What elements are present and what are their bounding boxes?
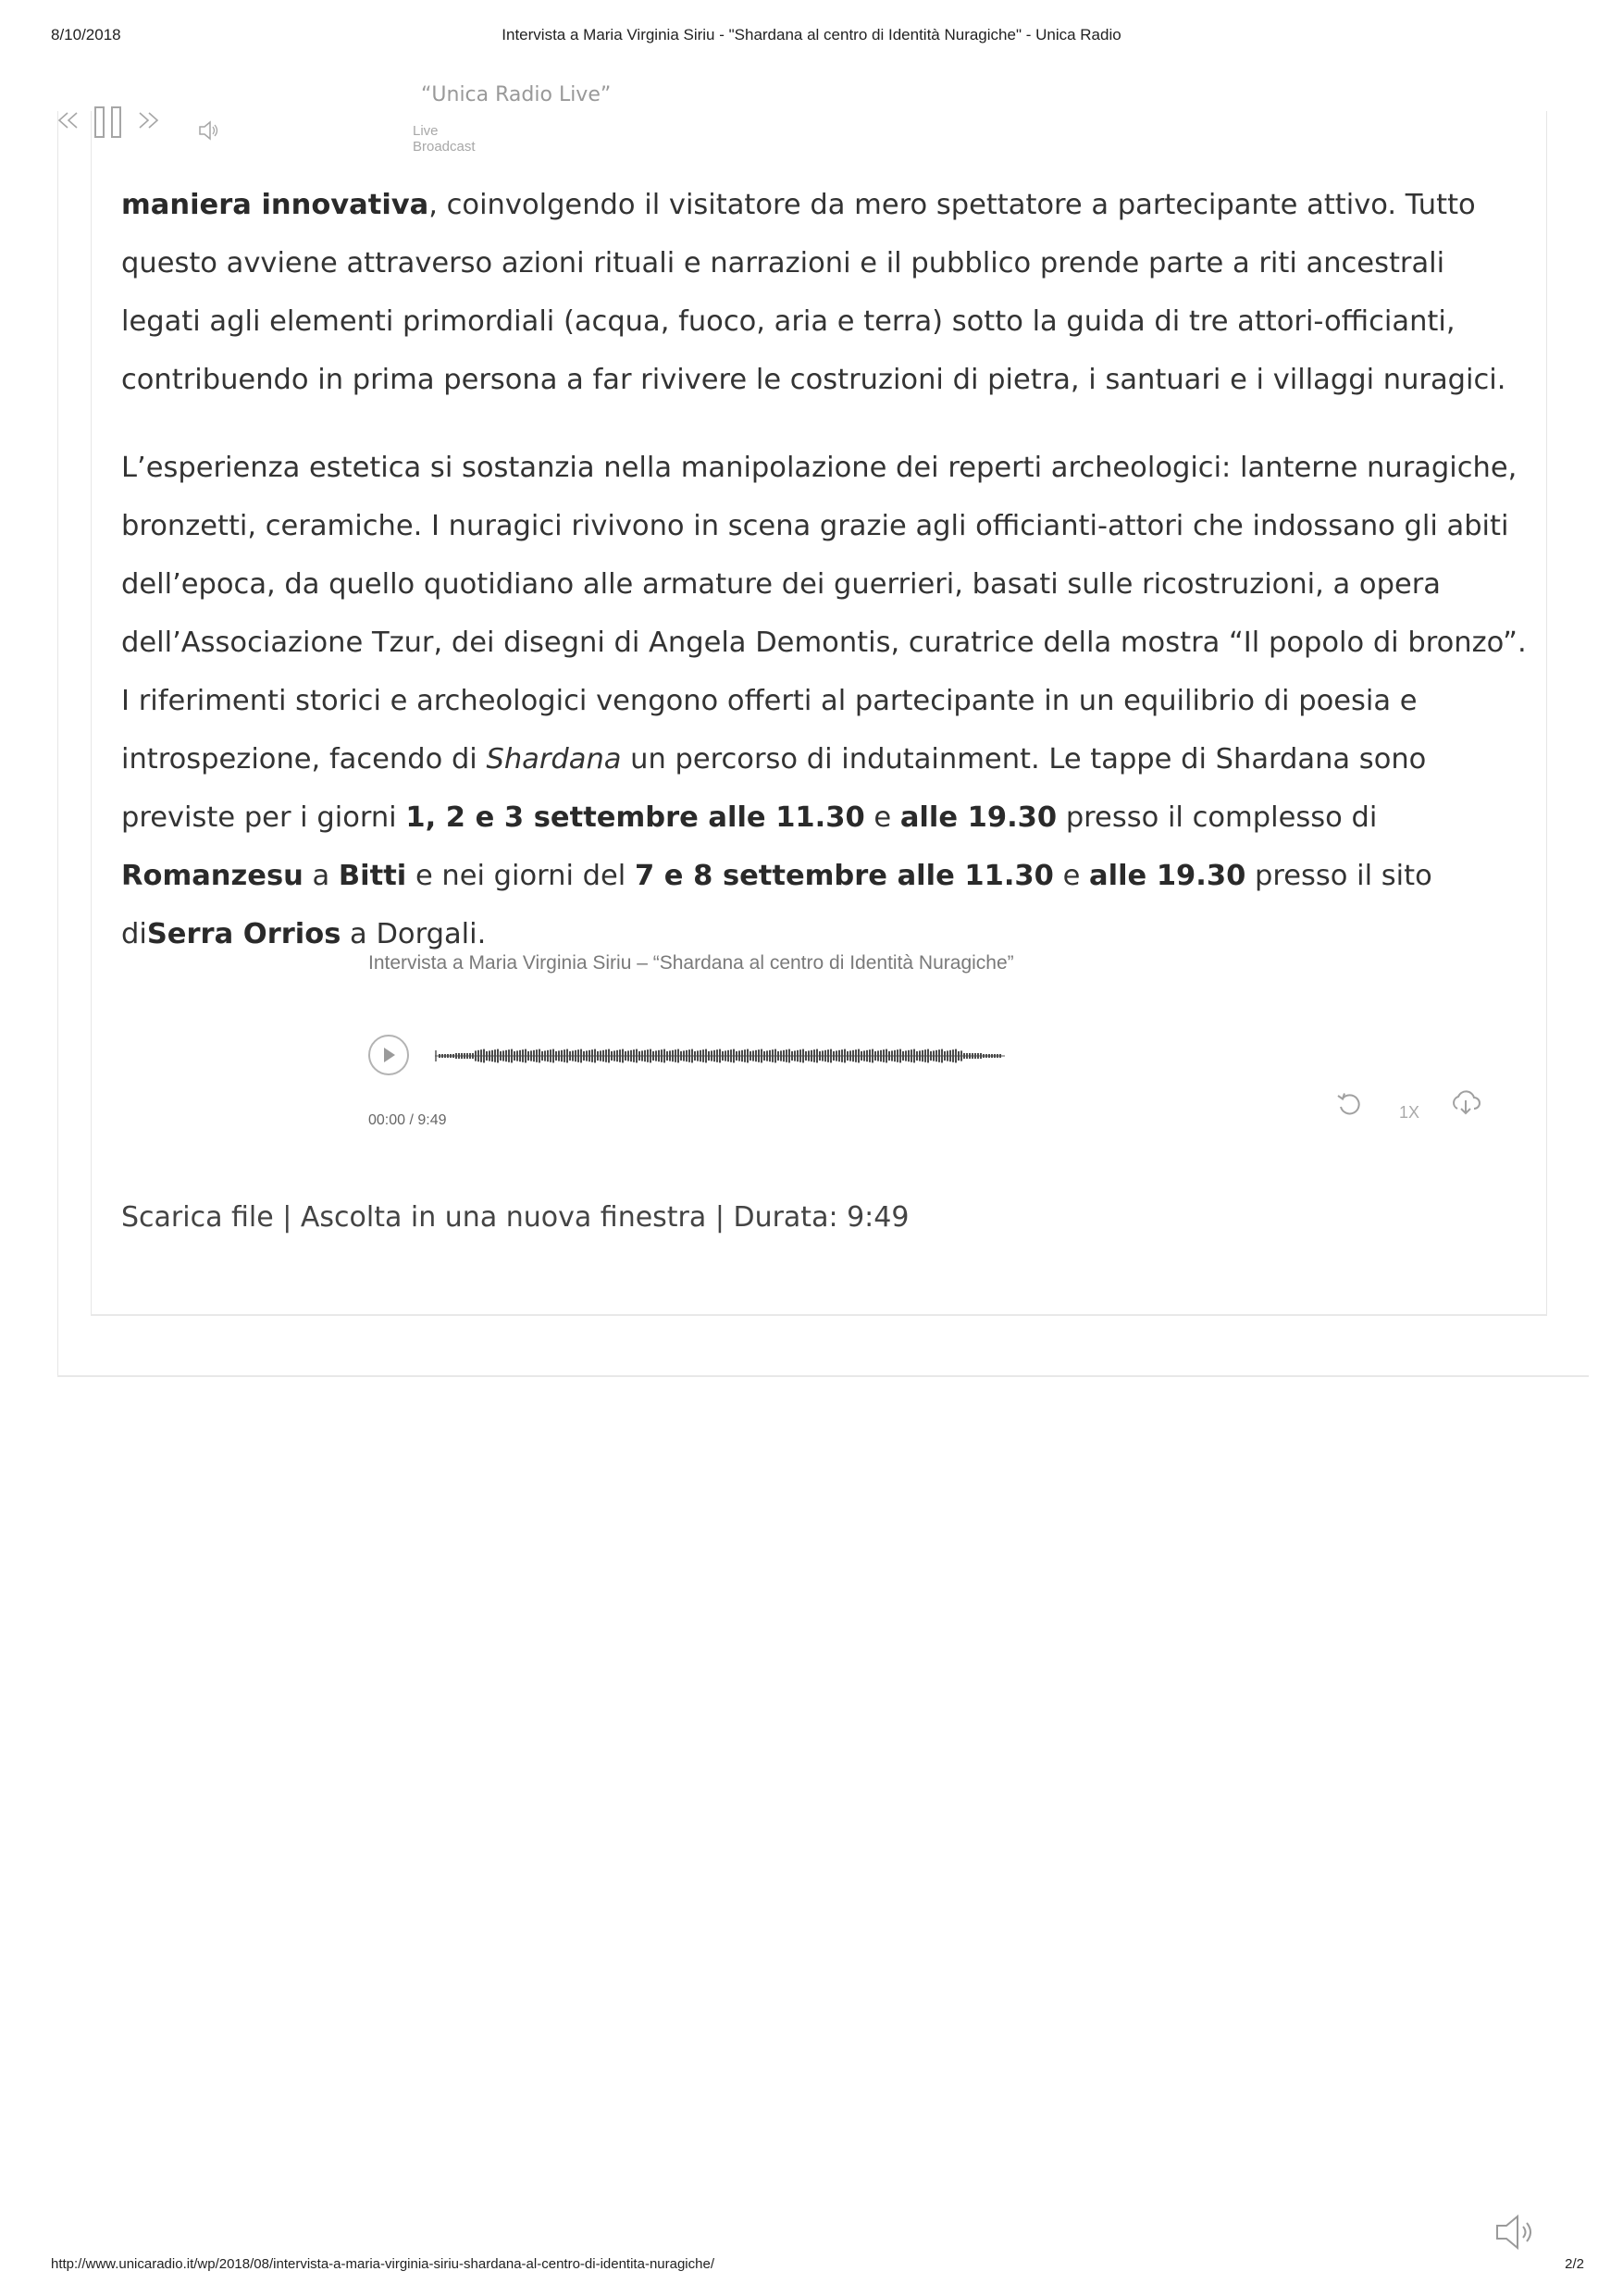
print-page-title: Intervista a Maria Virginia Siriu - "Shardana al centro di Identità Nuragiche" - Unica Radio xyxy=(502,26,1121,43)
waveform-bar xyxy=(475,1050,477,1061)
waveform-bar xyxy=(799,1049,801,1062)
waveform-bar xyxy=(755,1050,757,1061)
waveform-bar xyxy=(872,1049,873,1063)
waveform-bar xyxy=(761,1049,762,1063)
waveform-bar xyxy=(652,1051,654,1061)
waveform-bar xyxy=(677,1049,679,1063)
waveform-bar xyxy=(455,1053,457,1059)
waveform-bar xyxy=(636,1049,638,1063)
waveform-bar xyxy=(852,1050,854,1061)
waveform-bar xyxy=(922,1050,923,1061)
waveform-bar xyxy=(783,1050,785,1061)
play-button[interactable] xyxy=(368,1035,409,1075)
waveform-bar xyxy=(591,1049,593,1062)
waveform-bar xyxy=(461,1053,463,1059)
rewind-icon[interactable] xyxy=(56,111,81,134)
waveform-bar xyxy=(994,1054,996,1058)
waveform-bar xyxy=(774,1049,776,1063)
waveform-bar xyxy=(597,1051,599,1061)
waveform-bar xyxy=(938,1049,940,1062)
waveform-bar xyxy=(669,1050,671,1061)
waveform-bar xyxy=(564,1049,565,1062)
waveform-bar xyxy=(877,1050,879,1061)
waveform-bar xyxy=(769,1050,771,1061)
paragraph-text: , coinvolgendo il visitatore da mero spettatore a partecipante attivo. Tutto questo avviene attraverso azioni rituali e narrazioni e il pubblico prende parte a riti ancestrali legati agli elementi primordiali (acqua, fuoco, aria e terra) sotto la guida di tre attori-officianti, contribuendo in prima persona a far rivivere le costruzioni di pietra, i santuari e i villaggi nuragici. xyxy=(121,189,1506,396)
waveform-bar xyxy=(883,1049,885,1062)
waveform-bar xyxy=(600,1050,601,1061)
waveform-bar xyxy=(550,1049,551,1062)
waveform-bar xyxy=(680,1051,682,1061)
waveform-bar xyxy=(447,1054,449,1058)
waveform-bar xyxy=(722,1051,724,1061)
waveform-bar xyxy=(694,1051,696,1061)
waveform-bar xyxy=(838,1050,840,1061)
waveform-bar xyxy=(683,1050,685,1061)
waveform-bar xyxy=(802,1049,804,1063)
waveform-bar xyxy=(505,1050,507,1061)
waveform-bar xyxy=(530,1050,532,1061)
waveform-bar xyxy=(797,1050,799,1061)
waveform-bar xyxy=(494,1049,496,1062)
waveform-bar xyxy=(974,1053,976,1059)
broadcast-label: Broadcast xyxy=(413,139,476,155)
waveform-bar xyxy=(566,1049,568,1063)
podcast-links xyxy=(121,1201,909,1234)
waveform-bar xyxy=(533,1050,535,1061)
waveform-bar xyxy=(980,1053,982,1059)
waveform-bar xyxy=(536,1049,538,1062)
waveform-bar xyxy=(594,1049,596,1063)
waveform-bar xyxy=(733,1049,735,1063)
bold-text: Serra Orrios xyxy=(146,918,341,950)
bold-text: 1, 2 e 3 settembre alle 11.30 xyxy=(405,801,865,834)
waveform-bar xyxy=(960,1050,962,1061)
waveform-bar xyxy=(869,1049,871,1062)
paragraph xyxy=(121,176,1528,409)
waveform-bar xyxy=(663,1049,665,1063)
waveform-bar xyxy=(555,1051,557,1061)
waveform-bar xyxy=(780,1050,782,1061)
waveform-bar xyxy=(658,1050,660,1061)
download-cloud-icon[interactable] xyxy=(1449,1088,1482,1118)
waveform-bar xyxy=(719,1049,721,1063)
waveform-bar xyxy=(991,1054,993,1058)
waveform-bar xyxy=(439,1054,440,1058)
paragraph-text: e xyxy=(1053,860,1090,892)
waveform-bar xyxy=(805,1051,807,1061)
playback-time: 00:00 / 9:49 xyxy=(368,1112,447,1128)
waveform-bar xyxy=(627,1050,629,1061)
waveform-bar xyxy=(672,1050,674,1061)
waveform-bar xyxy=(955,1049,957,1063)
waveform-bar xyxy=(725,1050,726,1061)
audio-waveform[interactable] xyxy=(435,1042,1005,1070)
waveform-bar xyxy=(552,1049,554,1063)
waveform-bar xyxy=(489,1050,490,1061)
waveform-bar xyxy=(988,1054,990,1058)
waveform-bar xyxy=(569,1051,571,1061)
waveform-bar xyxy=(514,1051,515,1061)
waveform-bar xyxy=(888,1051,890,1061)
download-file-link[interactable]: Scarica file xyxy=(121,1201,274,1234)
waveform-bar xyxy=(700,1050,701,1061)
waveform-bar xyxy=(777,1051,779,1061)
waveform-bar xyxy=(822,1050,824,1061)
waveform-bar xyxy=(466,1053,468,1059)
waveform-bar xyxy=(844,1049,846,1063)
waveform-bar xyxy=(716,1049,718,1062)
waveform-bar xyxy=(444,1054,446,1058)
waveform-bar xyxy=(813,1049,815,1062)
waveform-bar xyxy=(758,1049,760,1062)
waveform-bar xyxy=(902,1051,904,1061)
waveform-bar xyxy=(819,1051,821,1061)
waveform-bar xyxy=(983,1054,985,1058)
waveform-bar xyxy=(527,1051,529,1061)
waveform-bar xyxy=(572,1050,574,1061)
waveform-bar xyxy=(613,1050,615,1061)
waveform-bar xyxy=(808,1050,810,1061)
waveform-bar xyxy=(916,1051,918,1061)
waveform-bar xyxy=(972,1053,973,1059)
waveform-bar xyxy=(908,1050,910,1061)
paragraph-text: un percorso di indutainment. Le tappe di Shardana sono previste per i giorni xyxy=(121,743,1427,834)
waveform-bar xyxy=(766,1050,768,1061)
waveform-bar xyxy=(588,1050,590,1061)
waveform-bar xyxy=(899,1049,901,1063)
waveform-bar xyxy=(500,1051,502,1061)
print-url: http://www.unicaradio.it/wp/2018/08/intervista-a-maria-virginia-siriu-shardana-al-centro-di-identita-nuragiche/ xyxy=(51,2256,714,2272)
waveform-bar xyxy=(905,1050,907,1061)
paragraph-text: a xyxy=(303,860,339,892)
waveform-bar xyxy=(519,1050,521,1061)
waveform-bar xyxy=(849,1050,851,1061)
waveform-bar xyxy=(874,1051,876,1061)
playback-speed[interactable]: 1X xyxy=(1399,1103,1420,1122)
waveform-bar xyxy=(952,1049,954,1062)
waveform-bar xyxy=(486,1051,488,1061)
waveform-bar xyxy=(880,1050,882,1061)
waveform-bar xyxy=(772,1049,774,1062)
waveform-bar xyxy=(622,1049,624,1063)
waveform-bar xyxy=(750,1051,751,1061)
play-icon xyxy=(381,1046,398,1064)
paragraph-text: L’esperienza estetica si sostanzia nella manipolazione dei reperti archeologici: lanterne nuragiche, bronzetti, ceramiche. I nuragici rivivono in scena grazie agli officianti-attori che indossano gli abiti dell’epoca, da quello quotidiano alle armature dei guerrieri, basati sulle ricostruzioni, a opera dell’Associazione Tzur, dei disegni di Angela Demontis, curatrice della mostra “Il popolo di bronzo”. I riferimenti storici e archeologici vengono offerti al partecipante in un equilibrio di poesia e introspezione, facendo di xyxy=(121,452,1527,776)
waveform-bar xyxy=(541,1051,543,1061)
waveform-bar xyxy=(641,1050,643,1061)
waveform-bar xyxy=(686,1050,688,1061)
waveform-bar xyxy=(602,1050,604,1061)
waveform-bar xyxy=(744,1049,746,1062)
print-date: 8/10/2018 xyxy=(51,26,121,43)
bold-text: alle 19.30 xyxy=(899,801,1058,834)
waveform-bar xyxy=(969,1053,971,1059)
waveform-bar xyxy=(930,1051,932,1061)
waveform-bar xyxy=(705,1049,707,1063)
waveform-bar xyxy=(811,1050,812,1061)
waveform-bar xyxy=(827,1049,829,1062)
waveform-bar xyxy=(886,1049,887,1063)
bold-text: Romanzesu xyxy=(121,860,304,892)
waveform-bar xyxy=(985,1054,987,1058)
waveform-bar xyxy=(655,1050,657,1061)
waveform-bar xyxy=(650,1049,651,1063)
waveform-bar xyxy=(619,1049,621,1062)
paragraph xyxy=(121,439,1528,963)
waveform-bar xyxy=(752,1050,754,1061)
waveform-bar xyxy=(833,1051,835,1061)
waveform-bar xyxy=(824,1050,826,1061)
waveform-bar xyxy=(702,1049,704,1062)
waveform-bar xyxy=(949,1050,951,1061)
waveform-bar xyxy=(458,1053,460,1059)
waveform-bar xyxy=(935,1050,937,1061)
waveform-bar xyxy=(697,1050,699,1061)
live-label: Live xyxy=(413,123,439,139)
print-page-number: 2/2 xyxy=(1565,2256,1584,2272)
waveform-bar xyxy=(644,1050,646,1061)
waveform-bar xyxy=(441,1054,443,1058)
waveform-bar xyxy=(738,1050,740,1061)
waveform-bar xyxy=(675,1049,676,1062)
live-broadcast-label xyxy=(413,123,524,155)
waveform-bar xyxy=(688,1049,690,1062)
waveform-bar xyxy=(861,1051,862,1061)
waveform-bar xyxy=(966,1053,968,1059)
waveform-bar xyxy=(469,1053,471,1059)
waveform-bar xyxy=(866,1050,868,1061)
pause-icon[interactable] xyxy=(93,105,123,143)
paragraph-text: a Dorgali. xyxy=(341,918,487,950)
waveform-bar xyxy=(977,1053,979,1059)
waveform-bar xyxy=(730,1049,732,1062)
waveform-bar xyxy=(933,1050,935,1061)
waveform-bar xyxy=(577,1049,579,1062)
waveform-bar xyxy=(511,1049,513,1063)
waveform-bar xyxy=(891,1050,893,1061)
waveform-bar xyxy=(508,1049,510,1062)
waveform-bar xyxy=(472,1053,474,1059)
waveform-bar xyxy=(841,1049,843,1062)
waveform-bar xyxy=(575,1050,576,1061)
paragraph-text: presso il sito di xyxy=(121,860,1432,950)
waveform-bar xyxy=(708,1051,710,1061)
waveform-bar xyxy=(727,1050,729,1061)
waveform-bar xyxy=(830,1049,832,1063)
paragraph-text: e xyxy=(864,801,900,834)
waveform-bar xyxy=(999,1054,1001,1058)
waveform-bar xyxy=(483,1049,485,1063)
waveform-bar xyxy=(583,1051,585,1061)
waveform-bar xyxy=(497,1049,499,1063)
waveform-bar xyxy=(666,1051,668,1061)
waveform-bar xyxy=(997,1054,998,1058)
waveform-bar xyxy=(836,1050,837,1061)
waveform-bar xyxy=(539,1049,540,1063)
waveform-bar xyxy=(558,1050,560,1061)
waveform-bar xyxy=(580,1049,582,1063)
waveform-bar xyxy=(586,1050,588,1061)
waveform-bar xyxy=(788,1049,790,1063)
bold-text: Bitti xyxy=(338,860,407,892)
waveform-bar xyxy=(491,1050,493,1061)
waveform-bar xyxy=(661,1049,663,1062)
waveform-bar xyxy=(630,1050,632,1061)
waveform-bar xyxy=(616,1050,618,1061)
live-station-title: “Unica Radio Live” xyxy=(421,83,612,106)
article-body xyxy=(121,176,1528,993)
paragraph-text: e nei giorni del xyxy=(406,860,635,892)
volume-icon[interactable] xyxy=(1493,2210,1540,2254)
waveform-bar xyxy=(477,1050,479,1061)
waveform-bar xyxy=(647,1049,649,1062)
waveform-bar xyxy=(911,1049,912,1062)
replay-icon[interactable] xyxy=(1334,1090,1364,1120)
bold-text: 7 e 8 settembre alle 11.30 xyxy=(634,860,1054,892)
link-separator: | xyxy=(273,1201,301,1234)
waveform-bar xyxy=(855,1049,857,1062)
open-new-window-link[interactable]: Ascolta in una nuova finestra xyxy=(300,1201,707,1234)
waveform-bar xyxy=(452,1054,454,1058)
waveform-bar xyxy=(464,1053,465,1059)
waveform-bar xyxy=(941,1049,943,1063)
waveform-bar xyxy=(894,1050,896,1061)
waveform-bar xyxy=(791,1051,793,1061)
waveform-bar xyxy=(608,1049,610,1063)
link-separator: | xyxy=(706,1201,734,1234)
waveform-bar xyxy=(747,1049,749,1063)
waveform-bar xyxy=(863,1050,865,1061)
waveform-bar xyxy=(450,1054,452,1058)
waveform-bar xyxy=(525,1049,527,1063)
waveform-bar xyxy=(547,1050,549,1061)
waveform-bar xyxy=(713,1050,715,1061)
waveform-bar xyxy=(711,1050,712,1061)
waveform-bar xyxy=(963,1053,965,1059)
waveform-bar xyxy=(913,1049,915,1063)
waveform-bar xyxy=(522,1049,524,1062)
bold-text: maniera innovativa xyxy=(121,189,429,221)
waveform-bar xyxy=(561,1050,563,1061)
waveform-bar xyxy=(736,1051,737,1061)
fast-forward-icon[interactable] xyxy=(136,111,160,134)
waveform-bar xyxy=(944,1051,946,1061)
paragraph-text: presso il complesso di xyxy=(1057,801,1378,834)
waveform-bar xyxy=(947,1050,948,1061)
waveform-bar xyxy=(858,1049,860,1063)
waveform-bar xyxy=(924,1049,926,1062)
waveform-bar xyxy=(897,1049,898,1062)
duration-label: Durata: 9:49 xyxy=(733,1201,910,1234)
waveform-bar xyxy=(786,1049,787,1062)
bold-text: alle 19.30 xyxy=(1089,860,1246,892)
waveform-bar xyxy=(958,1051,960,1061)
waveform-bar xyxy=(611,1051,613,1061)
waveform-bar xyxy=(625,1051,626,1061)
waveform-bar xyxy=(605,1049,607,1062)
podcast-title: Intervista a Maria Virginia Siriu – “Shardana al centro di Identità Nuragiche” xyxy=(368,952,1014,974)
waveform-bar xyxy=(741,1050,743,1061)
waveform-bar xyxy=(794,1050,796,1061)
waveform-bar xyxy=(919,1050,921,1061)
waveform-bar xyxy=(763,1051,765,1061)
waveform-bar xyxy=(480,1049,482,1062)
italic-text: Shardana xyxy=(486,743,622,776)
volume-icon[interactable] xyxy=(197,118,221,147)
waveform-bar xyxy=(633,1049,635,1062)
waveform-bar xyxy=(847,1051,849,1061)
waveform-bar xyxy=(691,1049,693,1063)
waveform-bar xyxy=(816,1049,818,1063)
waveform-bar xyxy=(638,1051,640,1061)
waveform-bar xyxy=(927,1049,929,1063)
waveform-bar xyxy=(502,1050,504,1061)
waveform-bar xyxy=(544,1050,546,1061)
waveform-bar xyxy=(516,1050,518,1061)
